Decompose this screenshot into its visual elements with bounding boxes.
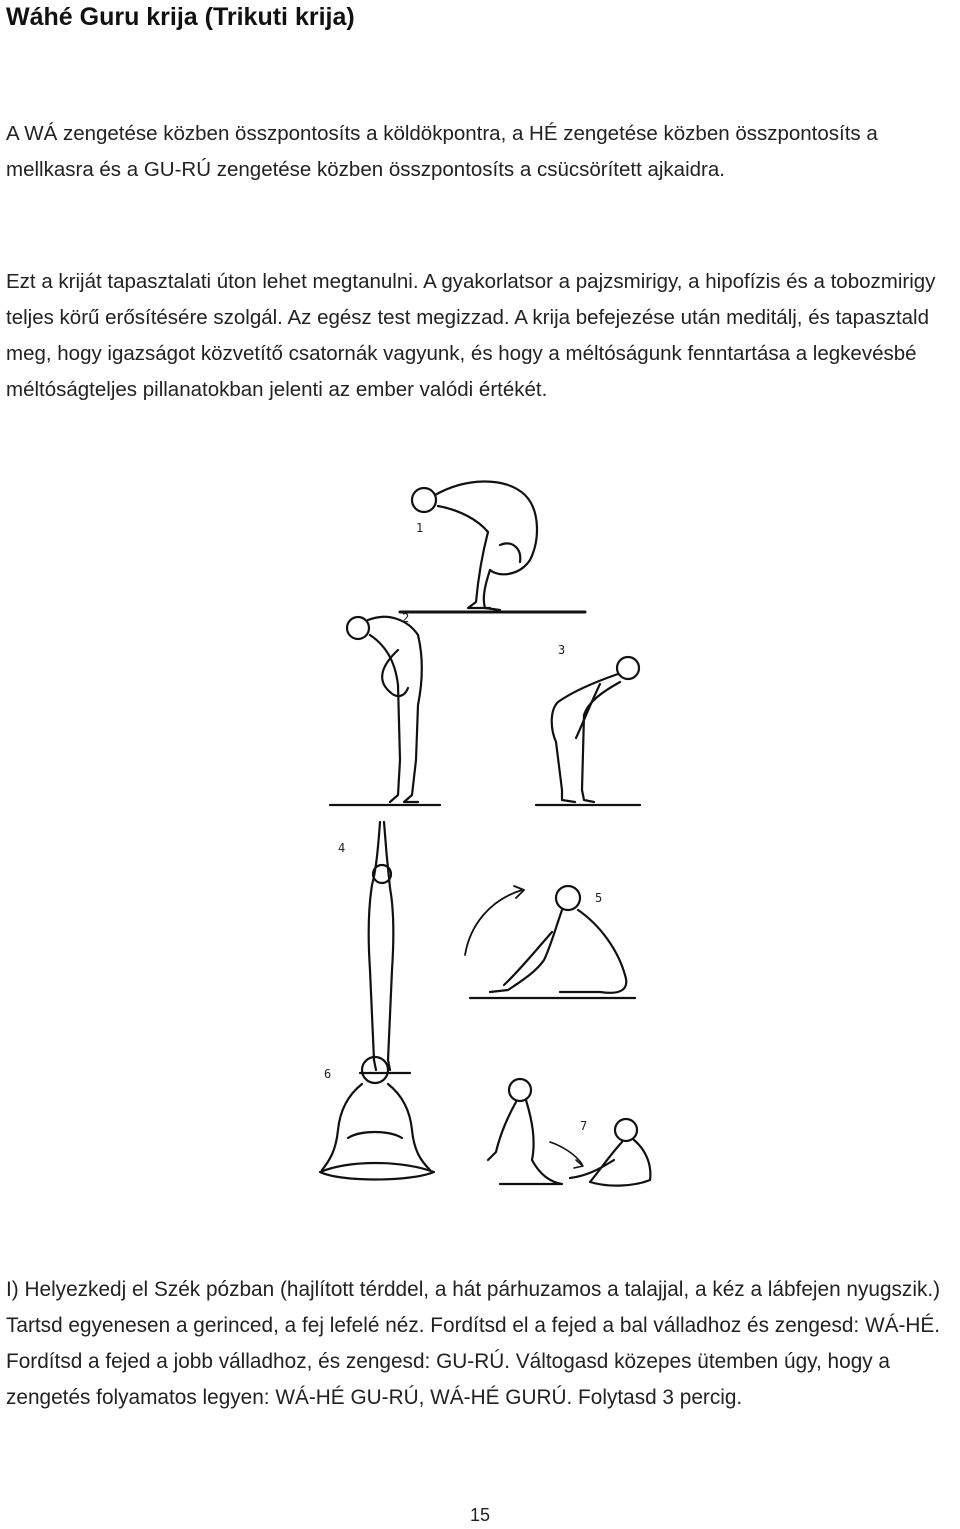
pose-4-arms-raised bbox=[360, 822, 410, 1073]
page-number: 15 bbox=[469, 1505, 491, 1525]
paragraph-instructions: I) Helyezkedj el Szék pózban (hajlított térddel, a hát párhuzamos a talajjal, a kéz a lábfejen nyugszik.) Tartsd egyenesen a gerinced, a fej lefelé néz. Fordítsd el a fejed a bal válladhoz és zengesd: WÁ-HÉ. Fordítsd a fejed a jobb válladhoz, és zengesd: GU-RÚ. Váltogasd közepes ütemben úgy, hogy a zengetés folyamatos legyen: WÁ-HÉ GU-RÚ, WÁ-HÉ GURÚ. Folytasd 3 percig. bbox=[6, 1278, 941, 1409]
figure-label-4: 4 bbox=[338, 841, 346, 855]
pose-5-kneeling-reach bbox=[465, 886, 635, 998]
pose-6-meditation bbox=[320, 1057, 434, 1180]
figure-label-6: 6 bbox=[324, 1067, 332, 1081]
pose-3-forward-bend bbox=[536, 657, 640, 805]
pose-7-kneeling bbox=[488, 1079, 650, 1186]
pose-1-chair bbox=[400, 481, 585, 612]
pose-2-backbend bbox=[330, 617, 440, 805]
figure-label-3: 3 bbox=[558, 643, 566, 657]
document-title: Wáhé Guru krija (Trikuti krija) bbox=[6, 3, 355, 31]
figure-label-2: 2 bbox=[402, 611, 410, 625]
figure-label-1: 1 bbox=[416, 521, 424, 535]
paragraph-intro: A WÁ zengetése közben összpontosíts a köldökpontra, a HÉ zengetése közben összpontosíts a mellkasra és a GU-RÚ zengetése közben összpontosíts a csücsörített ajkaidra. bbox=[6, 122, 878, 181]
exercise-illustration bbox=[300, 470, 670, 1235]
figure-label-5: 5 bbox=[595, 891, 603, 905]
figure-label-7: 7 bbox=[580, 1119, 588, 1133]
paragraph-description: Ezt a kriját tapasztalati úton lehet megtanulni. A gyakorlatsor a pajzsmirigy, a hipofízis és a tobozmirigy teljes körű erősítésére szolgál. Az egész test megizzad. A krija befejezése után meditálj, és tapasztald meg, hogy igazságot közvetítő csatornák vagyunk, és hogy a méltóságunk fenntartása a legkevésbé méltóságteljes pillanatokban jelenti az ember valódi értékét. bbox=[6, 270, 936, 401]
